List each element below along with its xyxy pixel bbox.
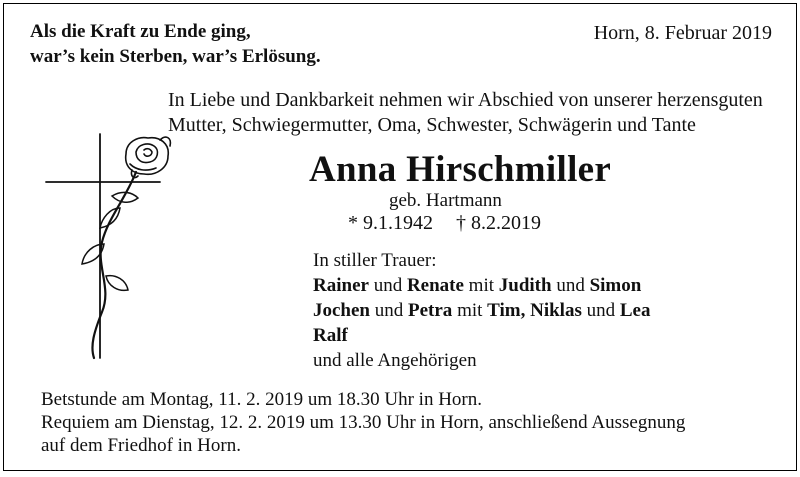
mourners-heading: In stiller Trauer: bbox=[313, 250, 437, 271]
mourners-row bbox=[313, 298, 650, 323]
service-line: auf dem Friedhof in Horn. bbox=[41, 435, 241, 456]
mourners-row bbox=[313, 323, 650, 348]
mourner-connector: mit bbox=[463, 275, 499, 296]
place-date: Horn, 8. Februar 2019 bbox=[593, 22, 772, 44]
mourner-name: Renate bbox=[406, 275, 464, 296]
mourner-name: Simon bbox=[589, 275, 642, 296]
service-line: Requiem am Dienstag, 12. 2. 2019 um 13.30 Uhr in Horn, anschließend Aussegnung bbox=[41, 412, 686, 433]
maiden-name: geb. Hartmann bbox=[389, 190, 502, 211]
intro-line: Mutter, Schwiegermutter, Oma, Schwester, Schwägerin und Tante bbox=[168, 114, 696, 136]
mourner-connector: und bbox=[370, 300, 408, 321]
service-line: Betstunde am Montag, 11. 2. 2019 um 18.30 Uhr in Horn. bbox=[41, 389, 483, 410]
mourner-connector: mit bbox=[452, 300, 488, 321]
mourner-connector: und bbox=[551, 275, 590, 296]
cross-with-rose-icon bbox=[40, 126, 180, 366]
intro-line: In Liebe und Dankbarkeit nehmen wir Abschied von unserer herzensguten bbox=[168, 89, 763, 111]
mourners-closing: und alle Angehörigen bbox=[313, 350, 477, 371]
mourner-name: Judith bbox=[498, 275, 552, 296]
mourners-block bbox=[313, 248, 650, 373]
mourners-row bbox=[313, 273, 650, 298]
mourner-name: Jochen bbox=[313, 300, 370, 321]
birth-date: * 9.1.1942 bbox=[348, 212, 433, 234]
mourner-name: Tim, Niklas bbox=[487, 300, 582, 321]
motto-line: war’s kein Sterben, war’s Erlösung. bbox=[30, 46, 321, 67]
rose-leaf bbox=[100, 208, 120, 228]
mourner-connector: und bbox=[368, 275, 407, 296]
mourner-name: Lea bbox=[619, 300, 651, 321]
mourner-name: Petra bbox=[408, 300, 453, 321]
mourner-connector: und bbox=[581, 300, 620, 321]
service-information bbox=[41, 388, 685, 457]
motto-line: Als die Kraft zu Ende ging, bbox=[30, 21, 251, 42]
mourner-name: Ralf bbox=[313, 325, 348, 346]
mourner-name: Rainer bbox=[313, 275, 369, 296]
death-date: † 8.2.2019 bbox=[456, 212, 541, 234]
intro-text bbox=[168, 88, 763, 138]
rose-leaf bbox=[106, 276, 128, 291]
rose-bloom bbox=[126, 137, 171, 177]
deceased-name: Anna Hirschmiller bbox=[309, 149, 612, 190]
obituary-notice bbox=[3, 3, 797, 471]
rose-stem bbox=[92, 172, 136, 358]
motto bbox=[30, 19, 321, 69]
